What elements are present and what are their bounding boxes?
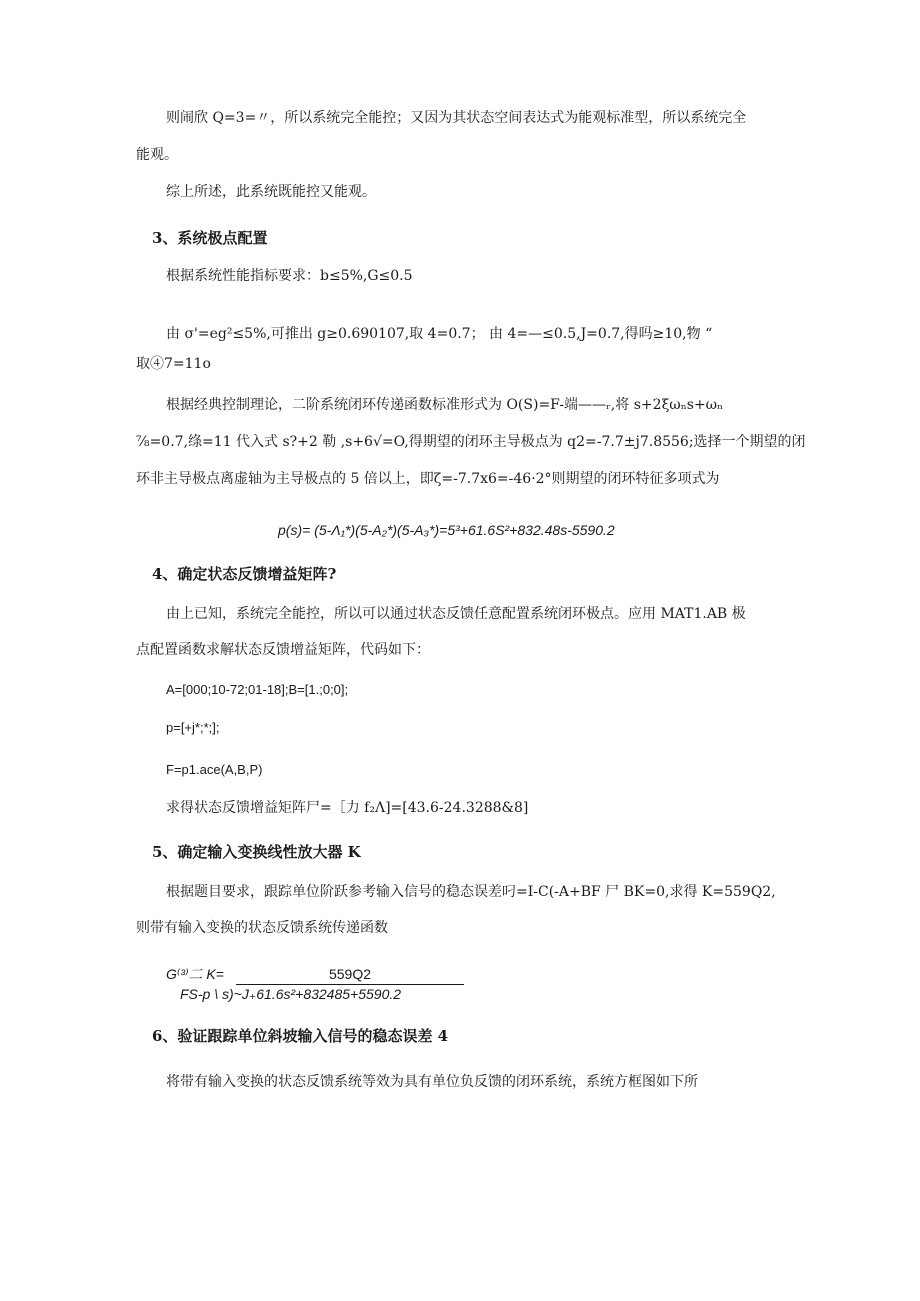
transfer-function-numerator: 559Q2 [236, 964, 464, 985]
section-4-intro-line2: 点配置函数求解状态反馈增益矩阵，代码如下： [136, 642, 430, 658]
section-4-intro-line1: 由上已知，系统完全能控，所以可以通过状态反馈任意配置系统闭环极点。应用 MAT1.AB 极 [166, 606, 746, 622]
section-4-result: 求得状态反馈增益矩阵尸=［力 f₂Λ]=[43.6-24.3288&8] [166, 800, 529, 816]
code-line-place: F=p1.ace(A,B,P) [166, 762, 263, 777]
section-3-theory-line1: 根据经典控制理论，二阶系统闭环传递函数标准形式为 O(S)=F-端——ᵣ,将 s+2ξωₙs+ωₙ [166, 397, 724, 413]
section-3-heading: 3、系统极点配置 [152, 229, 268, 247]
section-6-heading: 6、验证跟踪单位斜坡输入信号的稳态误差 4 [152, 1027, 449, 1045]
section-3-theory-line3: 环非主导极点离虚轴为主导极点的 5 倍以上，即ζ=-7.7x6=-46·2°则期望的闭环特征多项式为 [136, 471, 720, 487]
code-line-matrices: A=[000;10-72;01-18];B=[1.;0;0]; [166, 682, 349, 697]
section-4-heading: 4、确定状态反馈增益矩阵? [152, 565, 337, 583]
characteristic-polynomial: p(s)= (5-Λ₁*)(5-A₂*)(5-A₃*)=5³+61.6S²+832.48s-5590.2 [278, 522, 615, 538]
paragraph-conclusion: 综上所述，此系统既能控又能观。 [166, 184, 376, 200]
paragraph-controllability-line2: 能观。 [136, 147, 178, 163]
code-line-poles: p=[+j*;*;]; [166, 720, 220, 735]
transfer-function-lhs: G⁽³⁾二 K= [166, 966, 224, 982]
transfer-function-denominator: FS-p \ s)~J₊61.6s²+832485+5590.2 [180, 986, 402, 1002]
section-3-theory-line2: ⅞=0.7,绦=11 代入式 s?+2 勒 ,s+6√=O,得期望的闭环主导极点为 q2=-7.7±j7.8556;选择一个期望的闭 [136, 434, 806, 450]
paragraph-controllability-line1: 则闹欣 Q=3=〃，所以系统完全能控；又因为其状态空间表达式为能观标准型，所以系统完全 [166, 110, 747, 126]
section-5-text-line1: 根据题目要求，跟踪单位阶跃参考输入信号的稳态误差叼=I-C(-A+BF 尸 BK=0,求得 K=559Q2, [166, 884, 776, 900]
section-6-text-line1: 将带有输入变换的状态反馈系统等效为具有单位负反馈的闭环系统，系统方框图如下所 [166, 1074, 698, 1090]
section-5-heading: 5、确定输入变换线性放大器 K [152, 843, 361, 861]
section-5-text-line2: 则带有输入变换的状态反馈系统传递函数 [136, 920, 388, 936]
section-3-derivation-line1: 由 σ'=eg²≤5%,可推出 g≥0.690107,取 4=0.7； 由 4=—≤0.5,J=0.7,得吗≥10,物 “ [166, 326, 713, 342]
section-3-requirements: 根据系统性能指标要求：b≤5%,G≤0.5 [166, 268, 413, 284]
section-3-derivation-line2: 取④7=11o [136, 356, 211, 372]
